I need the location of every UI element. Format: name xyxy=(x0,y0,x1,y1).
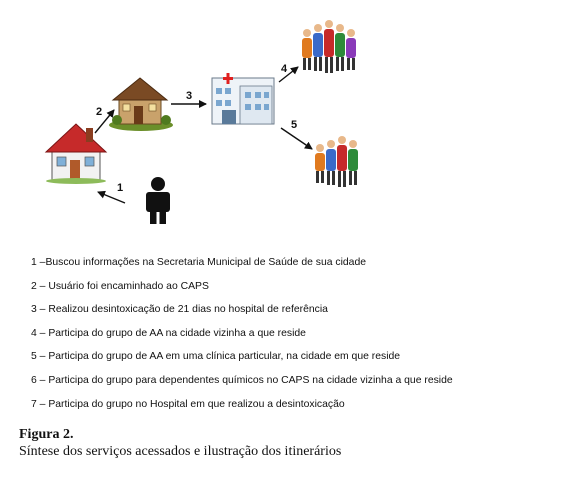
step-number-1: 1 xyxy=(117,182,124,194)
group-icon xyxy=(315,136,358,187)
legend-item: 2 – Usuário foi encaminhado ao CAPS xyxy=(31,280,209,292)
legend-item: 6 – Participa do grupo para dependentes químicos no CAPS na cidade vizinha a que reside xyxy=(31,374,453,386)
legend-item: 3 – Realizou desintoxicação de 21 dias no hospital de referência xyxy=(31,304,328,316)
figure-label: Figura 2. xyxy=(19,427,74,442)
group-icon xyxy=(302,20,356,73)
legend-list xyxy=(31,256,576,421)
figure-caption xyxy=(19,427,569,460)
step-number-4: 4 xyxy=(281,63,288,75)
arrow-5 xyxy=(281,128,312,149)
step-number-3: 3 xyxy=(186,90,193,102)
cottage-icon xyxy=(109,78,173,131)
legend-item: 1 –Buscou informações na Secretaria Municipal de Saúde de sua cidade xyxy=(31,257,367,268)
hospital-icon xyxy=(212,73,274,124)
itinerary-diagram xyxy=(0,0,580,235)
legend-item: 4 – Participa do grupo de AA na cidade vizinha a que reside xyxy=(31,327,306,339)
step-number-5: 5 xyxy=(291,119,298,131)
legend-item: 7 – Participa do grupo no Hospital em que realizou a desintoxicação xyxy=(31,398,345,410)
legend-item: 5 – Participa do grupo de AA em uma clínica particular, na cidade em que reside xyxy=(31,351,401,363)
figure-description: Síntese dos serviços acessados e ilustração dos itinerários xyxy=(19,444,342,459)
person-icon xyxy=(146,177,170,224)
step-number-2: 2 xyxy=(96,106,103,118)
house-icon xyxy=(46,124,106,184)
